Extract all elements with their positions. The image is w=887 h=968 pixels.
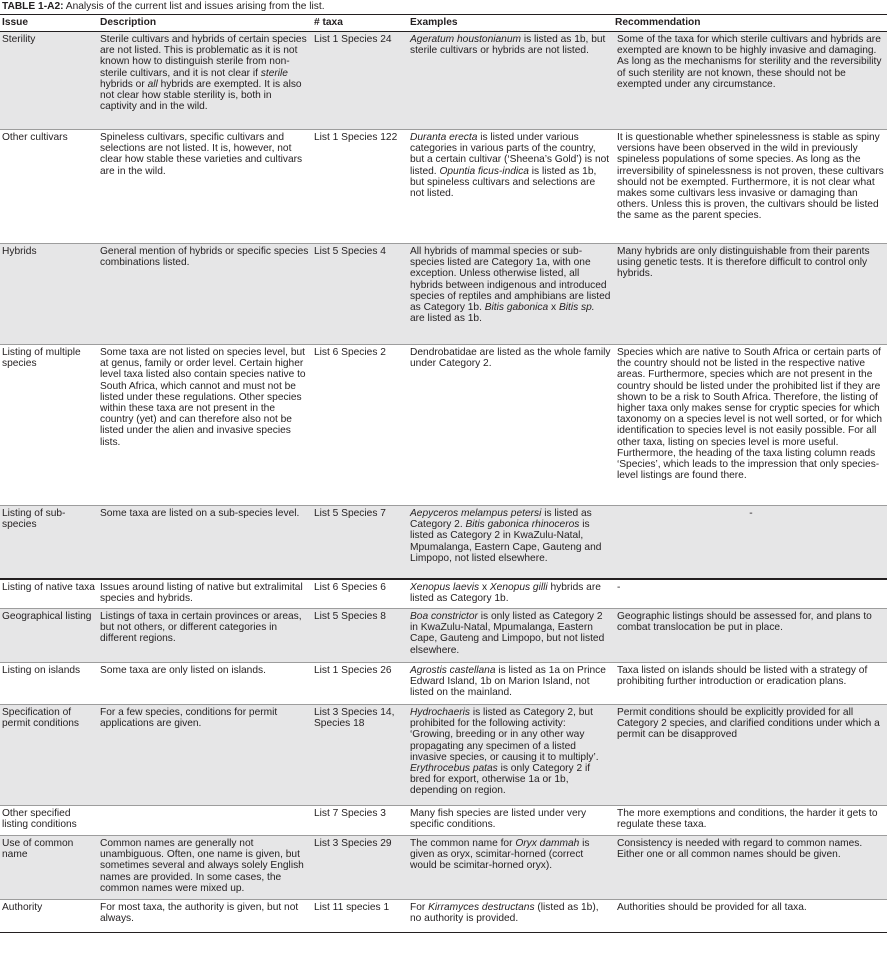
table-row (0, 244, 887, 345)
cell-examples: Xenopus laevis x Xenopus gilli hybrids are listed as Category 1b. (408, 579, 613, 609)
cell-description: Some taxa are listed on a sub-species level. (98, 506, 312, 579)
cell-description: General mention of hybrids or specific species combinations listed. (98, 244, 312, 345)
cell-examples: The common name for Oryx dammah is given as oryx, scimitar-horned (correct would be scimitar-horned oryx). (408, 836, 613, 900)
cell-examples: Boa constrictor is only listed as Category 2 in KwaZulu-Natal, Mpumalanga, Eastern Cape, Gauteng and Limpopo, but not listed elsewhere. (408, 609, 613, 663)
table-caption (0, 0, 887, 14)
cell-taxa: List 5 Species 4 (312, 244, 408, 345)
cell-recommendation: Some of the taxa for which sterile cultivars and hybrids are exempted are known to be highly invasive and damaging. As long as the mechanisms for sterility and the reversibility of such sterility are not known, these should not be exempted under any circumstance. (613, 32, 887, 130)
cell-issue: Use of common name (0, 836, 98, 900)
cell-taxa: List 11 species 1 (312, 900, 408, 933)
cell-taxa: List 7 Species 3 (312, 806, 408, 836)
cell-issue: Authority (0, 900, 98, 933)
cell-description: Spineless cultivars, specific cultivars and selections are not listed. It is, however, not clear how stable these varieties and cultivars are in the wild. (98, 130, 312, 244)
cell-examples: Ageratum houstonianum is listed as 1b, but sterile cultivars or hybrids are not listed. (408, 32, 613, 130)
cell-examples: Aepyceros melampus petersi is listed as Category 2. Bitis gabonica rhinoceros is listed as Category 2 in KwaZulu-Natal, Mpumalanga, Eastern Cape, Gauteng and Limpopo, not listed elsewhere. (408, 506, 613, 579)
cell-taxa: List 1 Species 122 (312, 130, 408, 244)
cell-description (98, 806, 312, 836)
cell-recommendation: Geographic listings should be assessed for, and plans to combat translocation be put in place. (613, 609, 887, 663)
cell-issue: Other specified listing conditions (0, 806, 98, 836)
table-row (0, 663, 887, 705)
cell-taxa: List 1 Species 24 (312, 32, 408, 130)
cell-taxa: List 1 Species 26 (312, 663, 408, 705)
cell-issue: Other cultivars (0, 130, 98, 244)
table-row (0, 609, 887, 663)
cell-issue: Listing of sub-species (0, 506, 98, 579)
cell-taxa: List 3 Species 14, Species 18 (312, 705, 408, 806)
cell-recommendation: Taxa listed on islands should be listed with a strategy of prohibiting further introduction or eradication plans. (613, 663, 887, 705)
cell-description: Issues around listing of native but extralimital species and hybrids. (98, 579, 312, 609)
cell-examples: Duranta erecta is listed under various categories in various parts of the country, but a certain cultivar (‘Sheena’s Gold’) is not listed. Opuntia ficus-indica is listed as 1b, but spineless cultivars and selections are not listed. (408, 130, 613, 244)
table-row (0, 806, 887, 836)
cell-issue: Specification of permit conditions (0, 705, 98, 806)
analysis-table (0, 14, 887, 933)
cell-recommendation: Many hybrids are only distinguishable from their parents using genetic tests. It is therefore difficult to control only hybrids. (613, 244, 887, 345)
cell-recommendation: The more exemptions and conditions, the harder it gets to regulate these taxa. (613, 806, 887, 836)
table-row (0, 130, 887, 244)
header-issue: Issue (0, 15, 98, 32)
table-header-row (0, 15, 887, 32)
cell-recommendation: Species which are native to South Africa or certain parts of the country should not be listed in the respective native areas. Furthermore, species which are not present in the country should be listed under the prohibited list if they are shown to be a risk to South Africa. Therefore, the listing of higher taxa only makes sense for cryptic species for which taxonomy on a species level is not well sorted, or for which identification to species level is not easily possible. For all other taxa, listing on species level is more useful. Furthermore, the heading of the taxa listing column reads ‘Species’, which leads to the impression that only species-level listings are found there. (613, 345, 887, 506)
cell-description: For most taxa, the authority is given, but not always. (98, 900, 312, 933)
cell-recommendation: Consistency is needed with regard to common names. Either one or all common names should be given. (613, 836, 887, 900)
header-examples: Examples (408, 15, 613, 32)
table-row (0, 900, 887, 933)
cell-examples: Agrostis castellana is listed as 1a on Prince Edward Island, 1b on Marion Island, not listed on the mainland. (408, 663, 613, 705)
cell-issue: Listing of multiple species (0, 345, 98, 506)
table-row (0, 579, 887, 609)
cell-taxa: List 6 Species 6 (312, 579, 408, 609)
cell-description: Some taxa are only listed on islands. (98, 663, 312, 705)
table-row (0, 345, 887, 506)
cell-description: Listings of taxa in certain provinces or areas, but not others, or different categories in different regions. (98, 609, 312, 663)
cell-examples: Dendrobatidae are listed as the whole family under Category 2. (408, 345, 613, 506)
cell-description: Some taxa are not listed on species level, but at genus, family or order level. Certain higher level taxa listed also contain species native to South Africa, which cannot and must not be listed under these regulations. Other species within these taxa are not present in the country (yet) and can therefore also not be listed under the alien and invasive species lists. (98, 345, 312, 506)
cell-recommendation: Permit conditions should be explicitly provided for all Category 2 species, and clarified conditions under which a permit can be disapproved (613, 705, 887, 806)
cell-description (98, 32, 312, 130)
header-taxa: # taxa (312, 15, 408, 32)
cell-issue: Listing on islands (0, 663, 98, 705)
cell-recommendation: - (613, 579, 887, 609)
header-description: Description (98, 15, 312, 32)
table-caption-label: TABLE 1-A2: (2, 1, 64, 12)
cell-description-text: Sterile cultivars and hybrids of certain species are not listed. This is problematic as it is not known how to distinguish sterile from non-sterile cultivars, and it is not clear if sterile hybrids or all hybrids are exempted. It is also not clear how stable sterility is, both in captivity and in the wild. (100, 34, 307, 113)
cell-examples: All hybrids of mammal species or sub-species listed are Category 1a, with one exception. Unless otherwise listed, all hybrids between indigenous and introduced species of reptiles and amphibians are listed as Category 1b. Bitis gabonica x Bitis sp. are listed as 1b. (408, 244, 613, 345)
cell-taxa: List 3 Species 29 (312, 836, 408, 900)
cell-recommendation: It is questionable whether spinelessness is stable as spiny versions have been observed in the wild in previously spineless populations of some species. As long as the irreversibility of spinelessness is not proven, these cultivars should not be exempted. Furthermore, it is not clear what makes some cultivars less invasive or damaging than others. Unless this is proven, the cultivars should be listed the same as the parent species. (613, 130, 887, 244)
cell-recommendation: - (613, 506, 887, 579)
cell-taxa: List 5 Species 8 (312, 609, 408, 663)
cell-issue: Sterility (0, 32, 98, 130)
cell-taxa: List 5 Species 7 (312, 506, 408, 579)
header-recommendation: Recommendation (613, 15, 887, 32)
table-row (0, 705, 887, 806)
cell-examples: Hydrochaeris is listed as Category 2, but prohibited for the following activity: ‘Growing, breeding or in any other way propagating any specimen of a listed invasive species, or causing it to multiply’. Erythrocebus patas is only Category 2 if bred for export, otherwise 1a or 1b, depending on region. (408, 705, 613, 806)
cell-taxa: List 6 Species 2 (312, 345, 408, 506)
cell-issue: Geographical listing (0, 609, 98, 663)
cell-recommendation: Authorities should be provided for all taxa. (613, 900, 887, 933)
cell-examples: Many fish species are listed under very specific conditions. (408, 806, 613, 836)
cell-description: Common names are generally not unambiguous. Often, one name is given, but sometimes several and always solely English names are provided. In some cases, the common names were mixed up. (98, 836, 312, 900)
table-row (0, 836, 887, 900)
cell-description: For a few species, conditions for permit applications are given. (98, 705, 312, 806)
table-row (0, 506, 887, 579)
table-row (0, 32, 887, 130)
cell-issue: Hybrids (0, 244, 98, 345)
cell-issue: Listing of native taxa (0, 579, 98, 609)
table-caption-text: Analysis of the current list and issues arising from the list. (63, 1, 325, 12)
cell-examples: For Kirramyces destructans (listed as 1b), no authority is provided. (408, 900, 613, 933)
